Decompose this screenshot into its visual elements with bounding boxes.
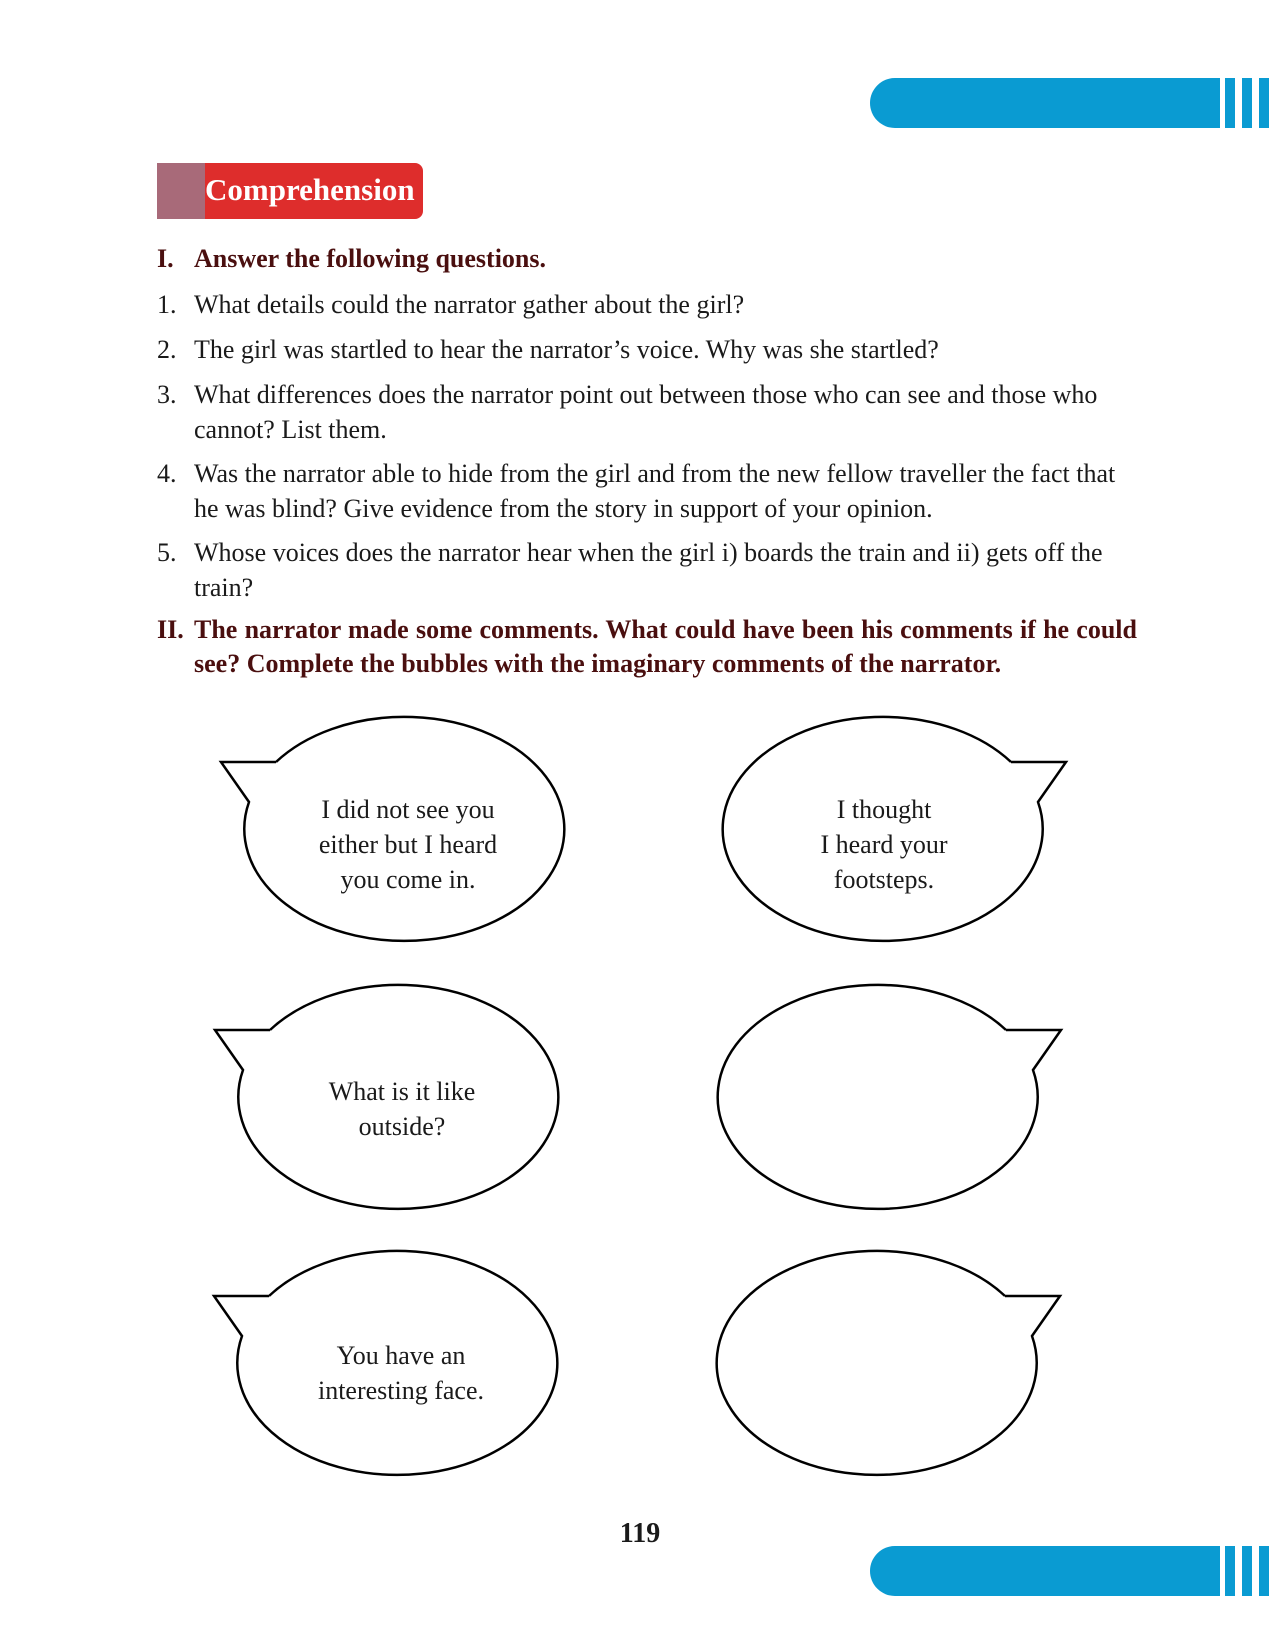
question-text: Was the narrator able to hide from the girl and from the new fellow traveller the fact that he was blind? Give evidence from the story in support of your opinion. [194,459,1116,523]
question-number: 3. [157,380,177,409]
question-number: 4. [157,459,177,488]
speech-bubble-right-1 [714,722,1074,982]
speech-bubble-right-3 [708,1256,1068,1516]
question-text: What details could the narrator gather about the girl? [194,290,745,319]
section-tab [157,163,423,219]
question-item [157,332,1137,367]
part-two-number: II. [157,615,184,644]
part-one-number: I. [157,244,174,273]
bubble-text: What is it like outside? [328,1077,476,1141]
part-two-heading-text: The narrator made some comments. What could have been his comments if he could see? Complete the bubbles with the imaginary comments of the narrator. [194,615,1137,678]
speech-bubble-left-1 [213,722,573,982]
question-number: 1. [157,290,177,319]
question-text: What differences does the narrator point out between those who can see and those who cannot? List them. [194,380,1098,444]
question-item [157,456,1137,526]
question-item [157,287,1137,322]
question-text: Whose voices does the narrator hear when the girl i) boards the train and ii) gets off the train? [194,538,1103,602]
header-decoration-bar [870,78,1275,128]
question-text: The girl was startled to hear the narrator’s voice. Why was she startled? [194,335,939,364]
question-number: 2. [157,335,177,364]
speech-bubble-right-2 [709,990,1069,1250]
bubble-text: You have an interesting face. [317,1341,485,1405]
part-one-heading [157,242,1137,276]
part-two-heading [157,613,1137,681]
page-number: 119 [619,1518,661,1549]
speech-bubble-icon [709,990,1069,1250]
question-number: 5. [157,538,177,567]
speech-bubble-left-3 [206,1256,566,1516]
question-item [157,377,1137,447]
speech-bubble-left-2 [207,990,567,1250]
question-item [157,535,1137,605]
speech-bubble-icon [708,1256,1068,1516]
bubble-text: I thought I heard your footsteps. [820,795,948,894]
part-one-heading-text: Answer the following questions. [194,244,547,273]
section-title: Comprehension [205,172,415,207]
footer-decoration-bar [870,1546,1275,1596]
bubble-text: I did not see you either but I heard you come in. [318,795,498,894]
